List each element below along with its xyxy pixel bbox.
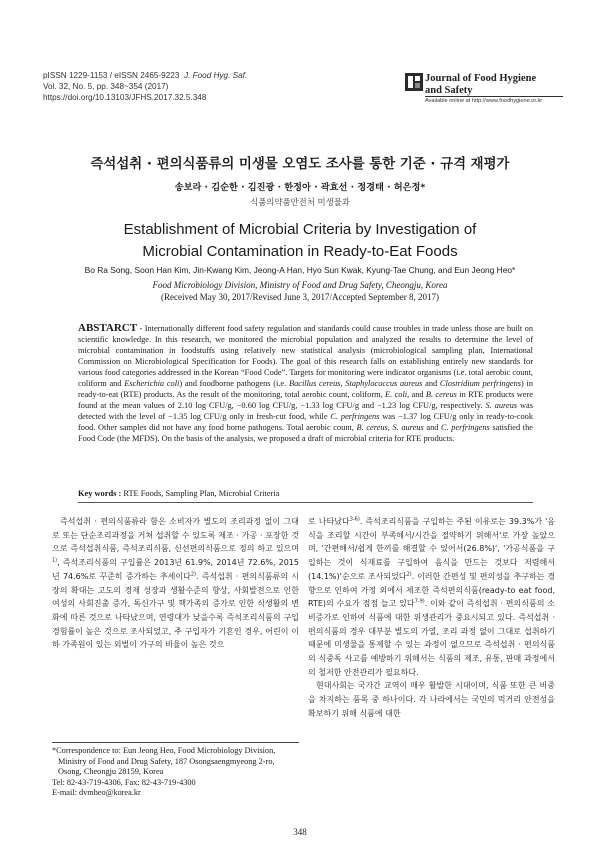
authors-korean: 송보라 · 김순한 · 김진광 · 한정아 · 곽효선 · 정경태 · 허은정* — [174, 182, 426, 193]
body-column-right — [308, 515, 555, 721]
citation-ref: 7-9) — [414, 598, 425, 605]
citation-ref: 3-6) — [349, 516, 360, 523]
abstract-species: Clostridium perfringens — [439, 379, 521, 389]
journal-abbrev: J. Food Hyg. Saf. — [183, 71, 248, 80]
abstract-species: C. perfringens — [441, 423, 490, 433]
abstract-text: - Internationally different food safety regulation and standards could cause troubles in trade unless those are built on scientific knowledge. In this research, we monitored the microbial population and analyzed the results to determine the level of microbial contamination in foodstuffs using relatively new statistical analysis (microbiological sampling plan, International Commission on Microbiological Specification for Foods). The goal of this research falls on establishing entirely new standards for various food categories addressed in the Korean “Food Code”. Targets for monitoring were indicator organisms (i.e. total aerobic count, coliform and — [78, 324, 533, 389]
abstract-text: ) and foodborne pathogens (i.e. — [179, 379, 289, 389]
issn-line: pISSN 1229-1153 / eISSN 2465-9223 — [43, 71, 180, 80]
footnote-line: Osong, Cheongju 28159, Korea — [58, 767, 164, 777]
abstract-text: was detected with the level of −1.35 log CFU/g only in fresh-cut food, while — [78, 401, 533, 422]
abstract-species: Bacillus cereus, Staphylococcus aureus — [288, 379, 423, 389]
abstract-heading: ABSTARCT — [78, 322, 138, 334]
body-text: . 즉석섭취 · 편의식품류의 시장의 확대는 고도의 경제 성장과 생활수준의 향상, 사회발전으로 인한 여성의 사회진출 증가, 독신가구 및 핵가족의 증가로 인한 식생활의 변화에 따른 것으로 나타났으며, 연령대가 낮을수록 즉석조리식품의 구입 경험률이 높은 것으로 조사되었고, 주 구입자가 기혼인 경우, 어린이 이하 가족원이 있는 외벌이 가구의 비율이 높은 것으 — [52, 571, 299, 650]
abstract-species: S. aureus — [485, 401, 518, 411]
journal-name-line2: and Safety — [425, 84, 473, 96]
abstract-text: ) in ready-to-eat (RTE) products. As the result of the monitoring, total aerobic count, coliform, — [78, 379, 534, 400]
keywords — [78, 489, 279, 498]
body-column-left — [52, 515, 299, 652]
page-number: 348 — [293, 827, 307, 837]
journal-rule — [425, 96, 563, 97]
abstract-species: Escherichia coli — [124, 379, 180, 389]
body-paragraph — [308, 515, 555, 679]
abstract-species: B. cereus, S. aureus — [356, 423, 424, 433]
abstract-text: and — [409, 390, 426, 400]
abstract-species: E. coli, — [385, 390, 410, 400]
body-text: 로 나타났다 — [308, 517, 350, 526]
footnote-divider — [52, 742, 299, 743]
correspondence-footnote — [52, 746, 299, 799]
body-text: . 이와 같이 즉석섭취 · 편의식품의 소비증가로 인하여 식품에 대한 위생관리가 중요시되고 있다. 즉석섭취 · 편의식품의 경우 대부분 별도의 가열, 조리 과정 없이 그대로 섭취하기 때문에 미생물을 통제할 수 있는 과정이 없으므로 즉석섭취 · 편의식품의 식중독 사고를 예방하기 위해서는 식품의 제조, 유통, 판매 과정에서의 철저한 안전관리가 필요하다. — [308, 599, 555, 677]
journal-name — [425, 73, 536, 96]
footnote-email[interactable]: E-mail: dvmheo@korea.kr — [52, 788, 141, 798]
journal-logo-icon — [405, 73, 423, 91]
authors-english: Bo Ra Song, Soon Han Kim, Jin-Kwang Kim, Jeong-A Han, Hyo Sun Kwak, Kyung-Tae Chung, and Eun Jeong Heo* — [84, 265, 516, 275]
keywords-label: Key words : — [78, 489, 122, 498]
abstract-text: and — [423, 423, 442, 433]
abstract-species: B. cereus — [425, 390, 457, 400]
footnote-line: Tel: 82-43-719-4306, Fax: 82-43-719-4300 — [52, 777, 196, 787]
doi-link[interactable]: https://doi.org/10.13103/JFHS.2017.32.5.348 — [43, 93, 207, 103]
header-meta — [43, 70, 247, 104]
abstract — [78, 323, 533, 444]
received-dates: (Received May 30, 2017/Revised June 3, 2017/Accepted September 8, 2017) — [161, 292, 439, 302]
citation-ref: 2) — [406, 571, 412, 578]
journal-url[interactable]: Available online at http://www.foodhygiene.or.kr — [425, 98, 543, 104]
abstract-text: and — [422, 379, 440, 389]
body-paragraph — [52, 515, 299, 652]
abstract-species: C. perfringens — [330, 412, 380, 422]
keywords-list: RTE Foods, Sampling Plan, Microbial Criteria — [123, 489, 280, 498]
keywords-divider — [78, 502, 533, 503]
journal-logo — [405, 73, 563, 105]
footnote-line: Ministry of Food and Drug Safety, 187 Osongsaengmyeong 2-ro, — [58, 756, 275, 766]
abstract-text: was −1.37 log CFU/g only in ready-to-cook food. Other samples did not have any food borne pathogens. Total aerobic count, — [78, 412, 534, 433]
volume-line: Vol. 32, No. 5, pp. 348~354 (2017) — [43, 82, 169, 92]
body-text: , 즉석조리식품의 구입률은 2013년 61.9%, 2014년 72.6%, 2015년 74.6%로 꾸준히 증가하는 추세이다 — [52, 558, 299, 581]
journal-name-line1: Journal of Food Hygiene — [425, 73, 537, 84]
affiliation-english: Food Microbiology Division, Ministry of Food and Drug Safety, Cheongju, Korea — [152, 280, 448, 290]
body-paragraph: 현대사회는 국가간 교역이 매우 활발한 시대이며, 식품 또한 큰 비중을 차지하는 품목 중 하나이다. 각 나라에서는 국민의 먹거리 안전성을 확보하기 위해 식품에 대한 — [308, 681, 555, 718]
footnote-line: *Correspondence to: Eun Jeong Heo, Food Microbiology Division, — [52, 746, 276, 755]
citation-ref: 1) — [52, 557, 58, 564]
body-text: . 이러한 간편성 및 편의성을 추구하는 경향으로 인하여 가정 외에서 제조한 즉석편의식품(ready-to eat food, RTE)의 수요가 점점 늘고 있다 — [308, 571, 555, 609]
body-text: . 즉석조리식품을 구입하는 주된 이유로는 39.3%가 '음식을 조리할 시간이 부족해서/시간을 절약하기 위해서'로 가장 높았으며, '간편해서/쉽게 한끼를 해결할 수 있어서(26.8%)', '가공식품을 구입하는 것이 식재료를 구입하여 음식을 만드는 것보다 저렴해서(14.1%)'순으로 조사되었다 — [308, 517, 556, 581]
abstract-text: satisfied the Food Code (the MFDS). On the basis of the analysis, we proposed a draft of microbial criteria for RTE products. — [78, 423, 533, 444]
body-text: 즉석섭취 · 편의식품류라 함은 소비자가 별도의 조리과정 없이 그대로 또는 단순조리과정을 거쳐 섭취할 수 있도록 제조 · 가공 · 포장한 것으로 즉석섭취식품, 즉석조리식품, 신선편의식품으로 정의 하고 있으며 — [52, 517, 299, 554]
title-korean: 즉석섭취 · 편의식품류의 미생물 오염도 조사를 통한 기준 · 규격 재평가 — [90, 157, 510, 172]
citation-ref: 2) — [190, 571, 196, 578]
title-english-line1: Establishment of Microbial Criteria by Investigation of — [123, 221, 477, 238]
abstract-text: in RTE products were found at the mean values of 2.10 log CFU/g, −0.60 log CFU/g, −1.33 log CFU/g and −1.23 log CFU/g, respectively. — [78, 390, 533, 411]
title-english-line2: Microbial Contamination in Ready-to-Eat Foods — [142, 242, 458, 260]
affiliation-korean: 식품의약품안전처 미생물과 — [250, 197, 350, 207]
title-english — [0, 219, 600, 262]
